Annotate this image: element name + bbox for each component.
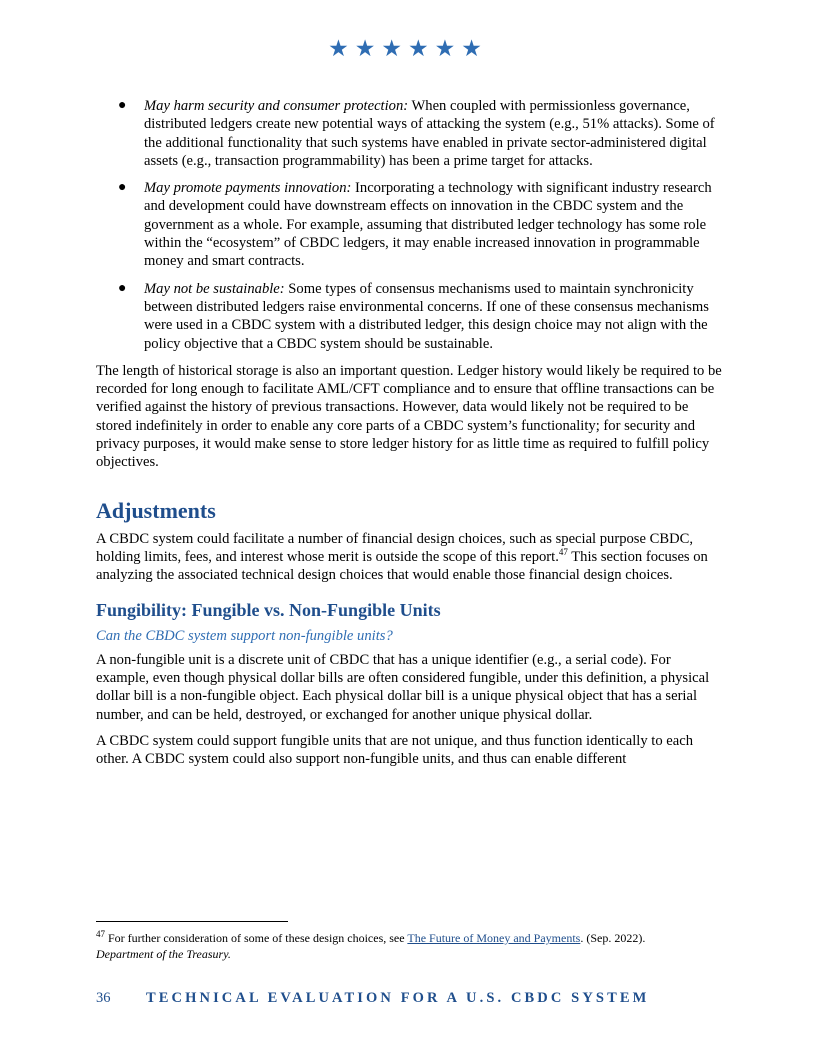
paragraph-history: The length of historical storage is also an important question. Ledger history would likely be required to be recorded for long enough to facilitate AML/CFT compliance and to ensure that offline transactions can be verified against the history of previous transactions. However, data would likely not be required to be stored indefinitely in order to enable any core parts of a CBDC system’s functionality; for security and privacy purposes, it would make sense to store ledger history for as little time as required to fulfill policy objectives. (96, 362, 722, 471)
list-item (96, 97, 724, 170)
star-icon: ★ (354, 36, 382, 61)
star-icon: ★ (461, 36, 488, 61)
star-icon: ★ (328, 36, 355, 61)
page-body (96, 97, 724, 777)
bullet-icon: ● (118, 180, 127, 196)
footnote-number: 47 (96, 929, 105, 939)
subsection-heading: Fungibility: Fungible vs. Non-Fungible Units (96, 599, 441, 620)
section-intro (96, 530, 724, 585)
header-stars (0, 36, 816, 62)
footnote (96, 930, 724, 962)
footnote-text-end: . (Sep. 2022). (580, 931, 646, 945)
intro-text-cont: This section focuses on analyzing the associated technical design choices that would enable those financial design choices. (96, 548, 708, 584)
document-title: TECHNICAL EVALUATION FOR A U.S. CBDC SYSTEM (146, 990, 650, 1006)
considerations-list (96, 97, 724, 353)
bullet-text: Some types of consensus mechanisms used to maintain synchronicity between distributed ledgers raise environmental concerns. If one of these consensus mechanisms were used in a CBDC system with a distributed ledger, this design choice may not align with the policy objective that a CBDC system should be sustainable. (144, 280, 709, 352)
paragraph: A CBDC system could support fungible units that are not unique, and thus function identically to each other. A CBDC system could also support non-fungible units, and thus can enable different (96, 733, 694, 768)
footnote-ref[interactable]: 47 (558, 547, 568, 558)
bullet-lead: May promote payments innovation: (144, 180, 352, 197)
list-item (96, 280, 724, 353)
page-footer (96, 990, 736, 1007)
paragraph: A non-fungible unit is a discrete unit of CBDC that has a unique identifier (e.g., a serial code). For example, even though physical dollar bills are often considered fungible, under this definition, a physical dollar bill is a non-fungible object. Each physical dollar bill is a unique physical object that has a serial number, and can be held, destroyed, or exchanged for another unique physical dollar. (96, 651, 710, 723)
footnote-source: Department of the Treasury. (96, 947, 231, 961)
bullet-lead: May harm security and consumer protection: (144, 98, 409, 114)
subsection-question: Can the CBDC system support non-fungible units? (96, 627, 393, 644)
bullet-lead: May not be sustainable: (144, 280, 285, 297)
bullet-icon: ● (118, 280, 127, 296)
page-number: 36 (96, 990, 111, 1006)
footnote-link[interactable]: The Future of Money and Payments (407, 931, 581, 945)
star-icon: ★ (381, 36, 408, 61)
footnote-text: For further consideration of some of these design choices, see (105, 931, 408, 945)
star-icon: ★ (434, 36, 462, 61)
star-icon: ★ (408, 36, 435, 61)
bullet-text: When coupled with permissionless governance, distributed ledgers create new potential ways of attacking the system (e.g., 51% attacks). Some of the additional functionality that such systems have enabled in private sector-administered digital assets (e.g., transaction programmability) has been a prime target for attacks. (144, 98, 715, 169)
footnote-divider (96, 921, 288, 922)
section-heading: Adjustments (96, 497, 216, 523)
list-item (96, 179, 724, 270)
bullet-text: Incorporating a technology with significant industry research and development could have downstream effects on innovation in the CBDC system and the government as a whole. For example, assuming that distributed ledger technology has some role within the “ecosystem” of CBDC ledgers, it may enable increased innovation in programmable money and smart contracts. (144, 180, 712, 270)
bullet-icon: ● (118, 98, 127, 113)
intro-text: A CBDC system could facilitate a number of financial design choices, such as special purpose CBDC, holding limits, fees, and interest whose merit is outside the scope of this report. (96, 530, 693, 565)
